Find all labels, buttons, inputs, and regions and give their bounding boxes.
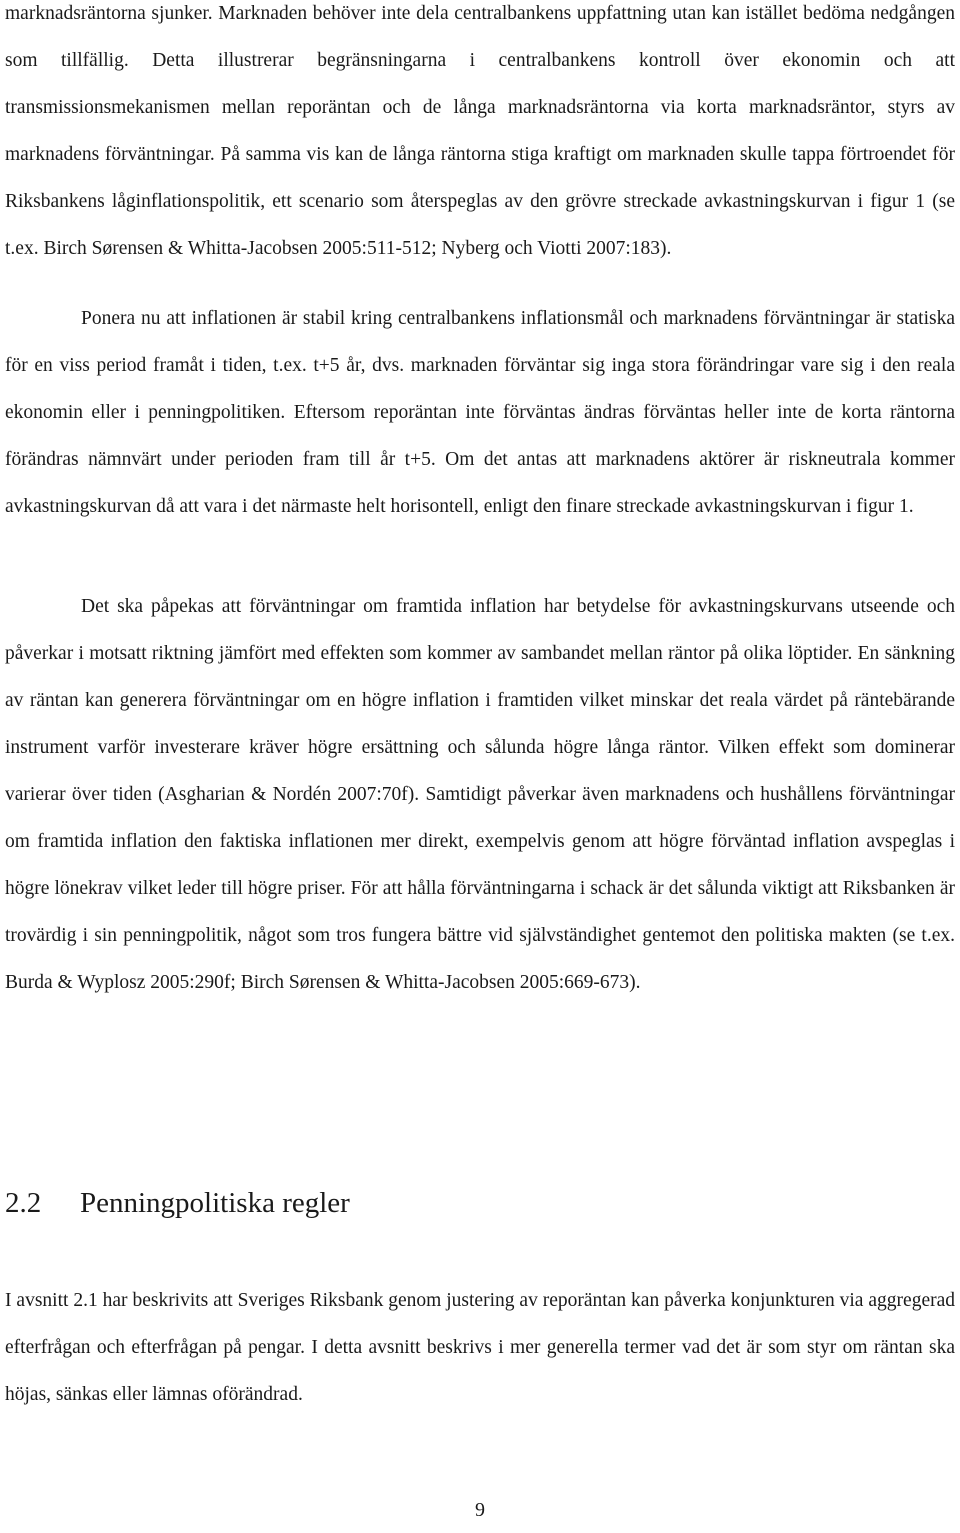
section-heading (5, 1183, 350, 1223)
page-number: 9 (475, 1499, 485, 1521)
section-number: 2.2 (5, 1187, 42, 1219)
paragraph-3: Det ska påpekas att förväntningar om framtida inflation har betydelse för avkastningskurvans utseende och påverkar i motsatt riktning jämfört med effekten som kommer av sambandet mellan räntor på olika löptider. En sänkning av räntan kan generera förväntningar om en högre inflation i framtiden vilket minskar det reala värdet på räntebärande instrument varför investerare kräver högre ersättning och sålunda högre långa räntor. Vilken effekt som dominerar varierar över tiden (Asgharian & Nordén 2007:70f). Samtidigt påverkar även marknadens och hushållens förväntningar om framtida inflation den faktiska inflationen mer direkt, exempelvis genom att högre förväntad inflation avspeglas i högre lönekrav vilket leder till högre priser. För att hålla förväntningarna i schack är det sålunda viktigt att Riksbanken är trovärdig i sin penningpolitik, något som tros fungera bättre vid självständighet gentemot den politiska makten (se t.ex. Burda & Wyplosz 2005:290f; Birch Sørensen & Whitta-Jacobsen 2005:669-673). (5, 596, 955, 993)
paragraph-1: marknadsräntorna sjunker. Marknaden behöver inte dela centralbankens uppfattning utan kan istället bedöma nedgången som tillfällig. Detta illustrerar begränsningarna i centralbankens kontroll över ekonomin och att transmissionsmekanismen mellan reporäntan och de långa marknadsräntorna via korta marknadsräntor, styrs av marknadens förväntningar. På samma vis kan de långa räntorna stiga kraftigt om marknaden skulle tappa förtroendet för Riksbankens låginflationspolitik, ett scenario som återspeglas av den grövre streckade avkastningskurvan i figur 1 (se t.ex. Birch Sørensen & Whitta-Jacobsen 2005:511-512; Nyberg och Viotti 2007:183). (5, 3, 955, 259)
paragraph-4: I avsnitt 2.1 har beskrivits att Sveriges Riksbank genom justering av reporäntan kan påverka konjunkturen via aggregerad efterfrågan och efterfrågan på pengar. I detta avsnitt beskrivs i mer generella termer vad det är som styr om räntan ska höjas, sänkas eller lämnas oförändrad. (5, 1290, 955, 1405)
section-title: Penningpolitiska regler (80, 1187, 350, 1219)
paragraph-2: Ponera nu att inflationen är stabil kring centralbankens inflationsmål och marknadens förväntningar är statiska för en viss period framåt i tiden, t.ex. t+5 år, dvs. marknaden förväntar sig inga stora förändringar vare sig i den reala ekonomin eller i penningpolitiken. Eftersom reporäntan inte förväntas ändras förväntas heller inte de korta räntorna förändras nämnvärt under perioden fram till år t+5. Om det antas att marknadens aktörer är riskneutrala kommer avkastningskurvan då att vara i det närmaste helt horisontell, enligt den finare streckade avkastningskurvan i figur 1. (5, 308, 955, 517)
